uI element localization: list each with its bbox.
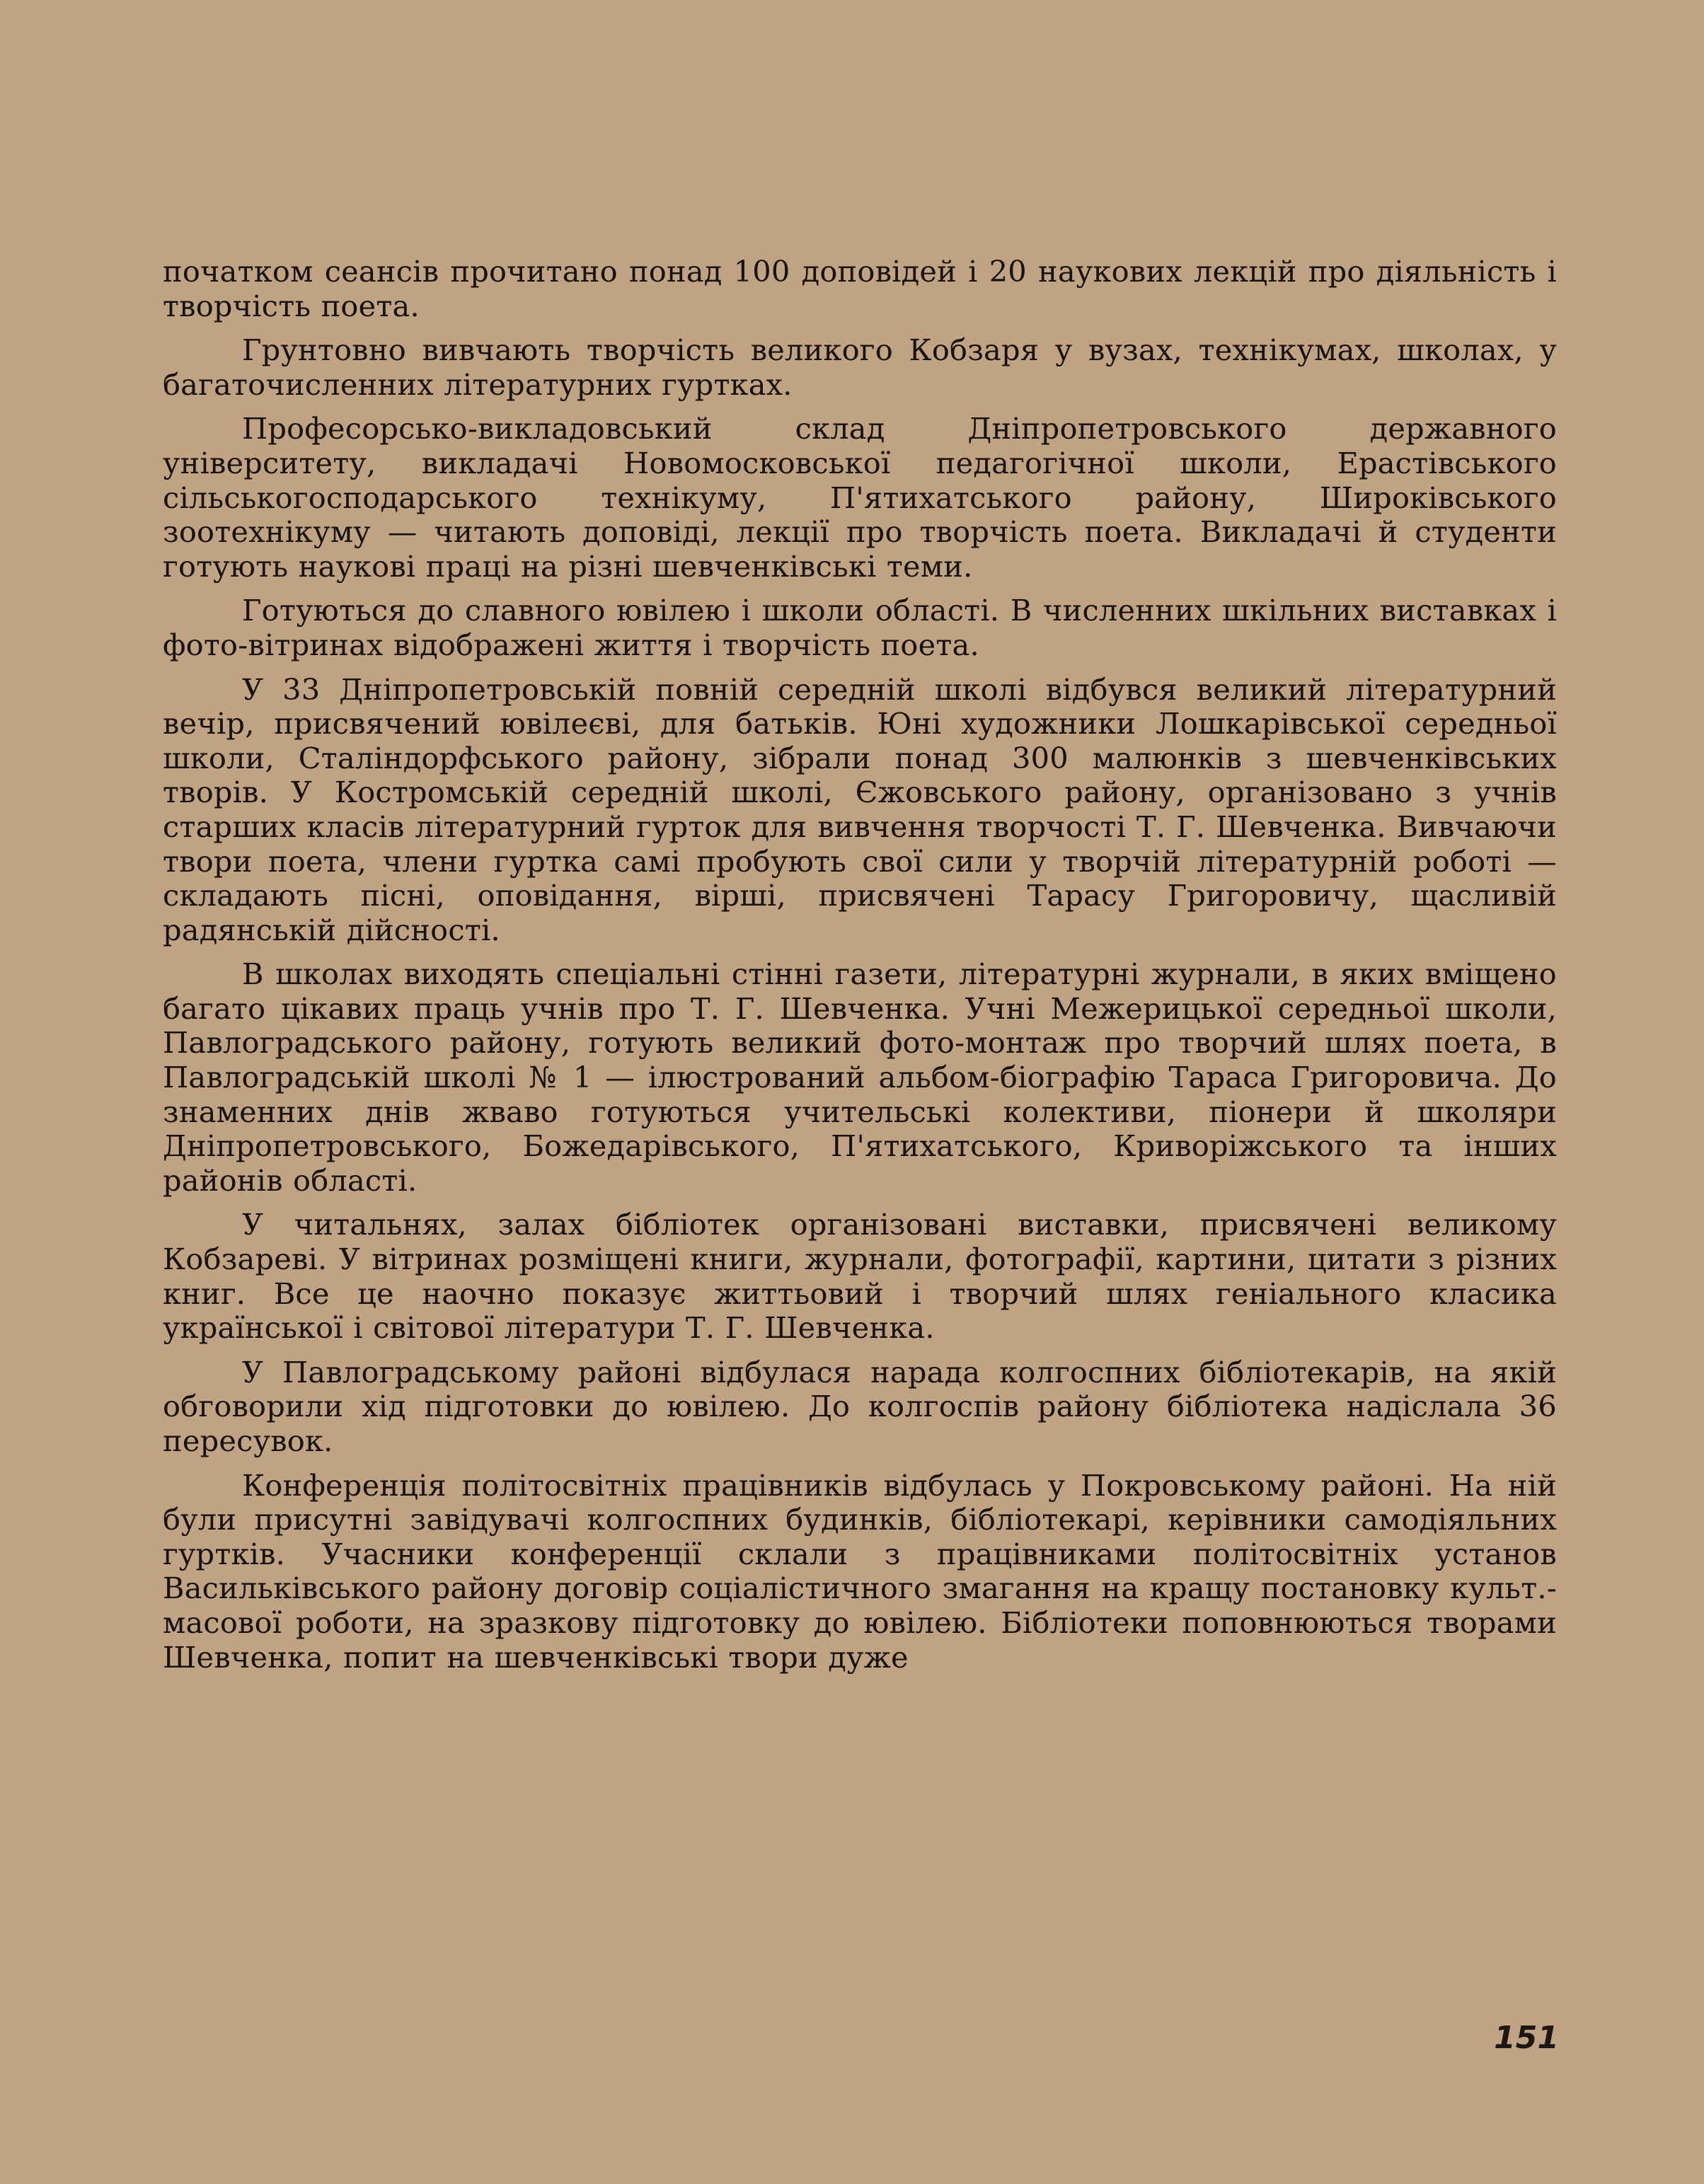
paragraph-9: Конференція політосвітніх працівників відбулась у Покровському районі. На ній були присутні завідувачі колгоспних будинків, бібліотекарі, керівники самодіяльних гуртків. Учасники конференції склали з працівниками політосвітніх установ Васильківського району договір соціалістичного змагання на кращу постановку культ.-масової роботи, на зразкову підготовку до ювілею. Бібліотеки поповнюються творами Шевченка, попит на шевченківські твори дуже	[163, 1467, 1557, 1675]
paragraph-5: У 33 Дніпропетровській повній середній школі відбувся великий літературний вечір, присвячений ювілеєві, для батьків. Юні художники Лошкарівської середньої школи, Сталіндорфського району, зібрали понад 300 малюнків з шевченківських творів. У Костромській середній школі, Єжовського району, організовано з учнів старших класів літературний гурток для вивчення творчості Т. Г. Шевченка. Вивчаючи твори поета, члени гуртка самі пробують свої сили у творчій літературній роботі — складають пісні, оповідання, вірші, присвячені Тарасу Григоровичу, щасливій радянській дійсності.	[163, 671, 1557, 947]
paragraph-2: Грунтовно вивчають творчість великого Кобзаря у вузах, технікумах, школах, у багаточисленних літературних гуртках.	[163, 333, 1557, 402]
page-number: 151	[1494, 2020, 1559, 2056]
paragraph-4: Готуються до славного ювілею і школи області. В численних шкільних виставках і фото-вітринах відображені життя і творчість поета.	[163, 593, 1557, 662]
paragraph-7: У читальнях, залах бібліотек організовані виставки, присвячені великому Кобзареві. У вітринах розміщені книги, журнали, фотографії, картини, цитати з різних книг. Все це наочно показує життьовий і творчий шлях геніального класика української і світової літератури Т. Г. Шевченка.	[163, 1207, 1557, 1346]
paragraph-8: У Павлоградському районі відбулася нарада колгоспних бібліотекарів, на якій обговорили хід підготовки до ювілею. До колгоспів району бібліотека надіслала 36 пересувок.	[163, 1354, 1557, 1458]
body-text	[163, 255, 1557, 1685]
paragraph-1: початком сеансів прочитано понад 100 доповідей і 20 наукових лекцій про діяльність і творчість поета.	[163, 254, 1557, 323]
paragraph-3: Професорсько-викладовський склад Дніпропетровського державного університету, викладачі Новомосковської педагогічної школи, Ерастівського сільськогосподарського технікуму, П'ятихатського району, Широківського зоотехнікуму — читають доповіді, лекції про творчість поета. Викладачі й студенти готують наукові праці на різні шевченківські теми.	[163, 411, 1557, 584]
paragraph-6: В школах виходять спеціальні стінні газети, літературні журнали, в яких вміщено багато цікавих праць учнів про Т. Г. Шевченка. Учні Межерицької середньої школи, Павлоградського району, готують великий фото-монтаж про творчий шлях поета, в Павлоградській школі № 1 — ілюстрований альбом-біографію Тараса Григоровича. До знаменних днів жваво готуються учительські колективи, піонери й школяри Дніпропетровського, Божедарівського, П'ятихатського, Криворіжського та інших районів області.	[163, 957, 1557, 1198]
